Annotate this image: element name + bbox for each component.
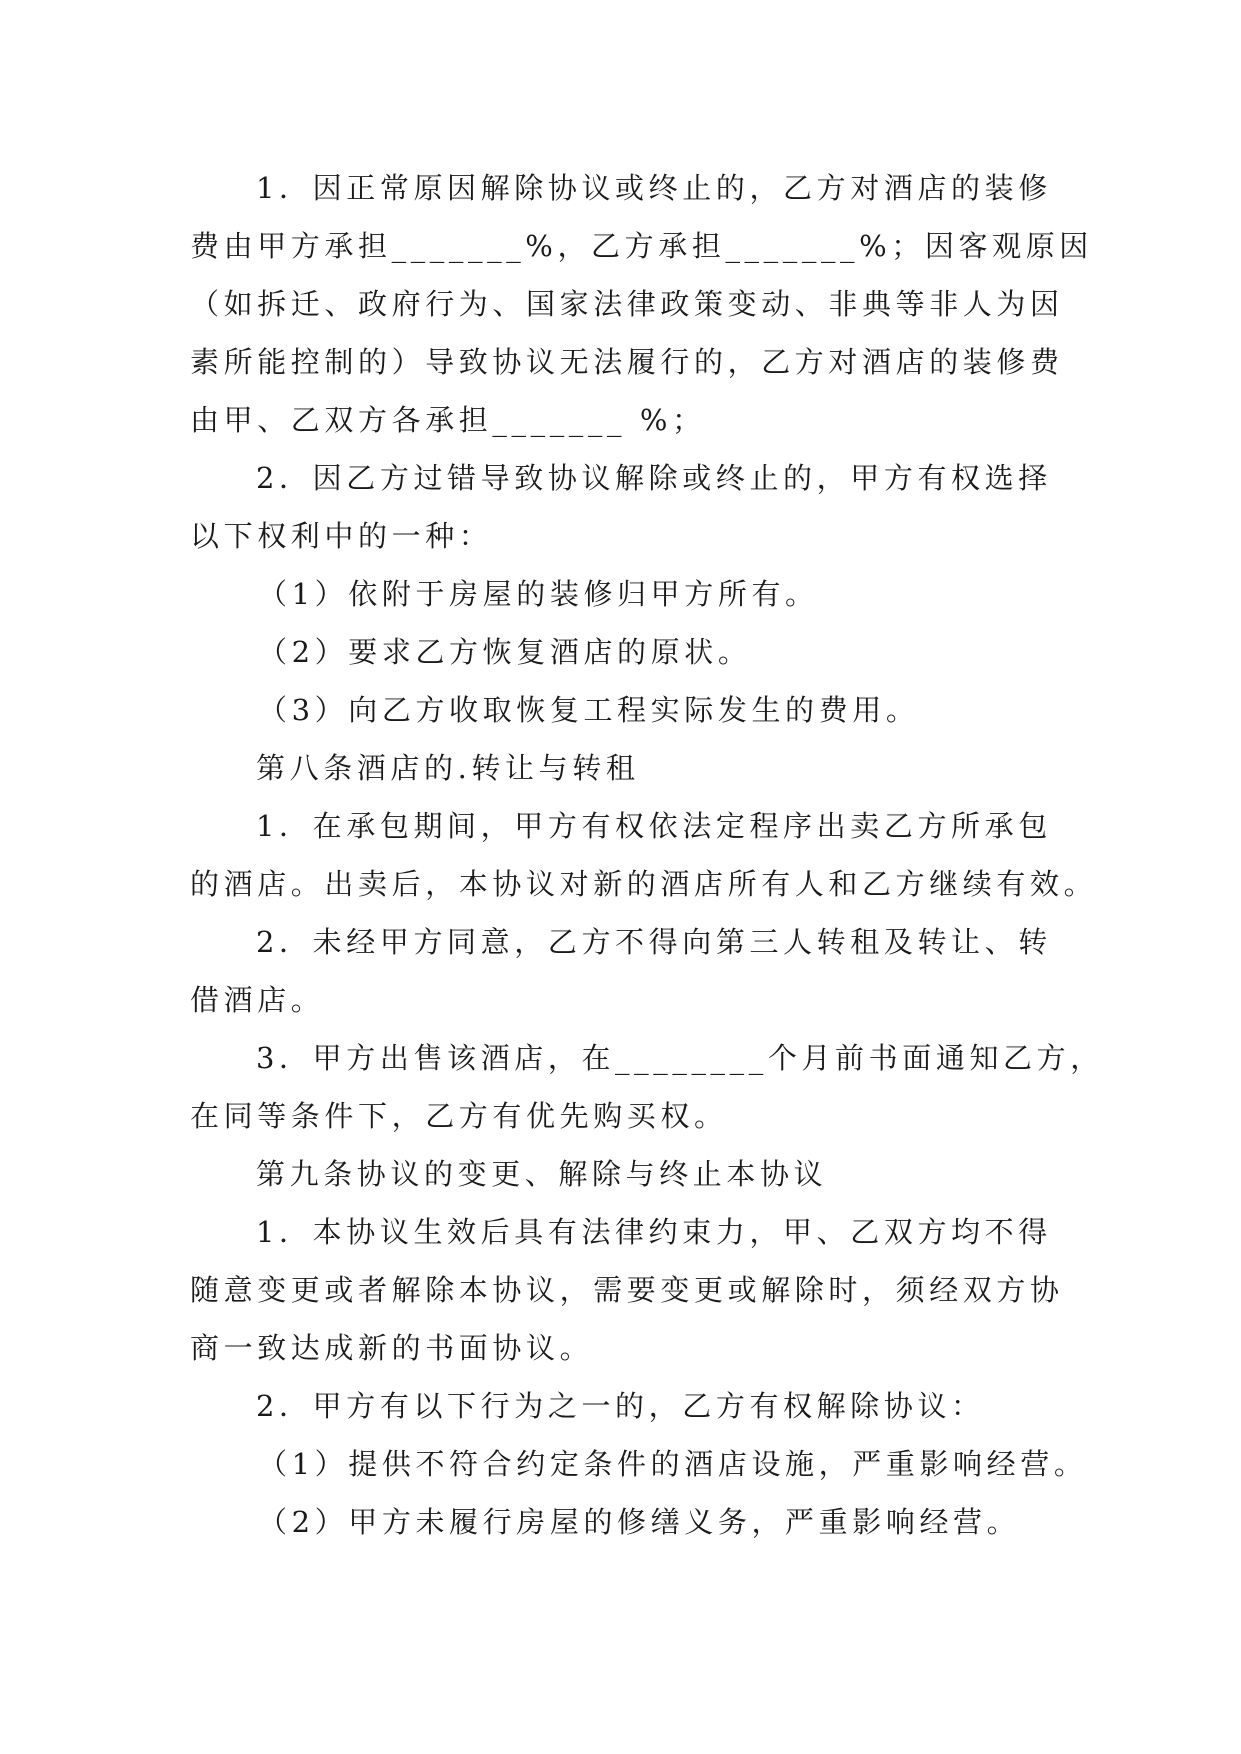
- section-heading: 第九条协议的变更、解除与终止本协议: [256, 1157, 828, 1191]
- text-line: 以下权利中的一种：: [190, 519, 493, 553]
- text-line: 3．甲方出售该酒店，在________个月前书面通知乙方，: [256, 1041, 1104, 1075]
- text-line: 商一致达成新的书面协议。: [190, 1331, 594, 1365]
- section-heading: 第八条酒店的.转让与转租: [256, 751, 640, 785]
- text-line: 2．甲方有以下行为之一的，乙方有权解除协议：: [256, 1389, 985, 1423]
- text-line: 1．因正常原因解除协议或终止的，乙方对酒店的装修: [256, 171, 1052, 205]
- text-line: 借酒店。: [190, 983, 325, 1017]
- text-line: 1．本协议生效后具有法律约束力，甲、乙双方均不得: [256, 1215, 1052, 1249]
- list-item: （1）依附于房屋的装修归甲方所有。: [258, 577, 819, 611]
- list-item: （2）要求乙方恢复酒店的原状。: [258, 635, 752, 669]
- list-item: （1）提供不符合约定条件的酒店设施，严重影响经营。: [258, 1447, 1088, 1481]
- text-line: （如拆迁、政府行为、国家法律政策变动、非典等非人为因: [190, 287, 1064, 321]
- text-line: 随意变更或者解除本协议，需要变更或解除时，须经双方协: [190, 1273, 1064, 1307]
- text-line: 由甲、乙双方各承担_______ %；: [190, 403, 706, 437]
- text-line: 在同等条件下，乙方有优先购买权。: [190, 1099, 728, 1133]
- text-line: 费由甲方承担_______%，乙方承担_______%；因客观原因: [190, 229, 1093, 263]
- list-item: （3）向乙方收取恢复工程实际发生的费用。: [258, 693, 920, 727]
- text-line: 2．未经甲方同意，乙方不得向第三人转租及转让、转: [256, 925, 1052, 959]
- text-line: 素所能控制的）导致协议无法履行的，乙方对酒店的装修费: [190, 345, 1064, 379]
- text-line: 1．在承包期间，甲方有权依法定程序出卖乙方所承包: [256, 809, 1052, 843]
- text-line: 的酒店。出卖后，本协议对新的酒店所有人和乙方继续有效。: [190, 867, 1098, 901]
- list-item: （2）甲方未履行房屋的修缮义务，严重影响经营。: [258, 1505, 1021, 1539]
- text-line: 2．因乙方过错导致协议解除或终止的，甲方有权选择: [256, 461, 1052, 495]
